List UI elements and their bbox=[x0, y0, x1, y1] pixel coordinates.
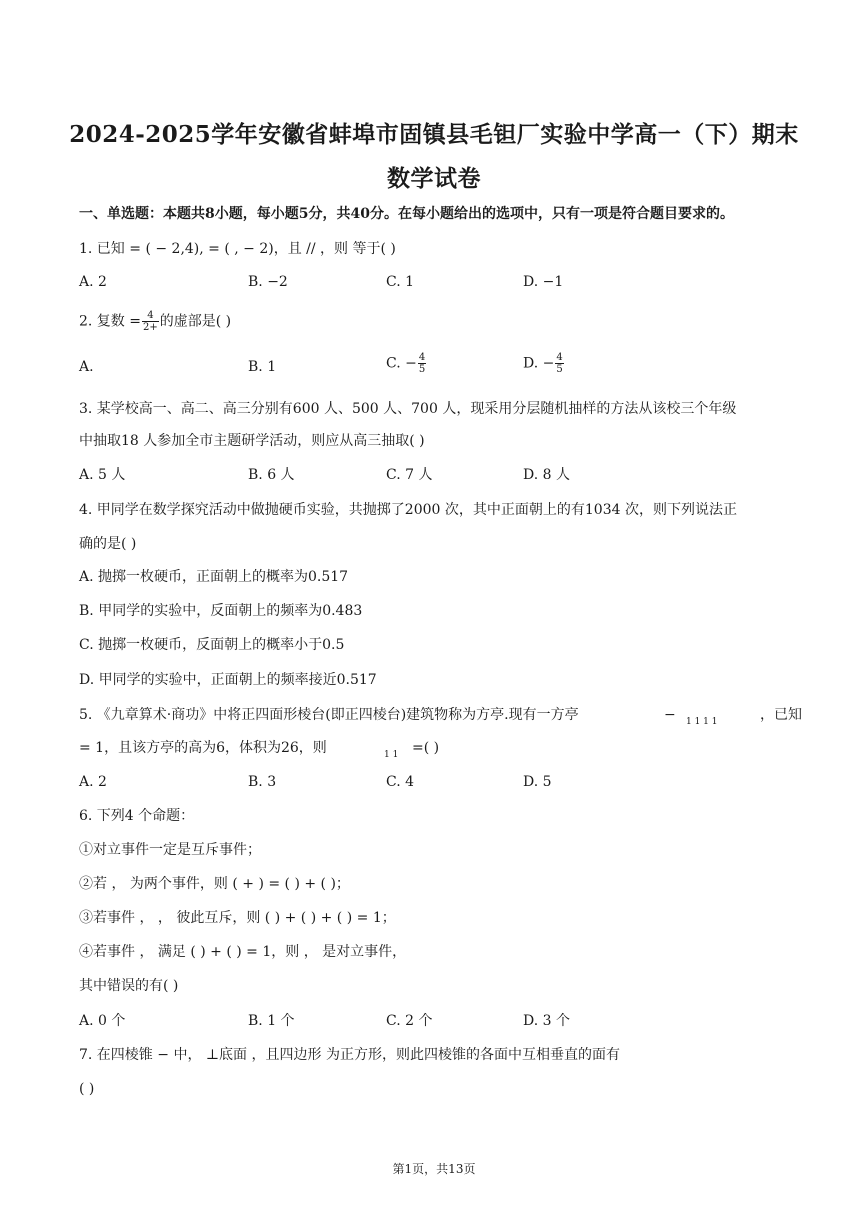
q4-option-d: D. 甲同学的实验中，正面朝上的频率接近0.517 bbox=[79, 672, 377, 688]
q3-option-a: A. 5 人 bbox=[79, 467, 126, 483]
q1-option-c: C. 1 bbox=[386, 274, 415, 290]
q2-option-d-den: 5 bbox=[556, 364, 563, 375]
q2-option-c-fraction bbox=[418, 352, 426, 375]
q2-option-d-num: 4 bbox=[556, 352, 563, 363]
q3-option-b: B. 6 人 bbox=[248, 467, 295, 483]
q2-frac-denominator: 2+ bbox=[143, 322, 158, 333]
q5-line2-subscripts: 1 1 bbox=[384, 750, 399, 760]
question-4-line2: 确的是( ) bbox=[79, 536, 137, 552]
exam-title-line2: 数学试卷 bbox=[387, 165, 481, 192]
q5-line2-end: =( ) bbox=[412, 740, 440, 756]
question-2 bbox=[79, 310, 231, 333]
q4-option-c: C. 抛掷一枚硬币，反面朝上的概率小于0.5 bbox=[79, 637, 345, 653]
q6-proposition-4: ④若事件 ， 满足 ( ) + ( ) = 1，则 ， 是对立事件， bbox=[79, 944, 407, 960]
question-7-line1: 7. 在四棱锥 − 中， ⊥底面 ，且四边形 为正方形，则此四棱锥的各面中互相垂直的面有 bbox=[79, 1047, 620, 1063]
q6-option-b: B. 1 个 bbox=[248, 1013, 295, 1029]
q6-option-c: C. 2 个 bbox=[386, 1013, 433, 1029]
q4-option-a: A. 抛掷一枚硬币，正面朝上的概率为0.517 bbox=[79, 569, 349, 585]
q2-option-b: B. 1 bbox=[248, 359, 277, 375]
question-4-line1: 4. 甲同学在数学探究活动中做抛硬币实验，共抛掷了2000 次，其中正面朝上的有1034 次，则下列说法正 bbox=[79, 502, 737, 518]
q6-option-d: D. 3 个 bbox=[523, 1013, 570, 1029]
exam-title-line1: 2024-2025学年安徽省蚌埠市固镇县毛钽厂实验中学高一（下）期末 bbox=[69, 121, 799, 148]
q5-option-d: D. 5 bbox=[523, 774, 552, 790]
q5-line1-dash: − bbox=[664, 707, 676, 723]
q2-option-c bbox=[386, 352, 427, 375]
q5-option-c: C. 4 bbox=[386, 774, 415, 790]
q3-option-c: C. 7 人 bbox=[386, 467, 433, 483]
q6-proposition-3: ③若事件 ， ， 彼此互斥，则 ( ) + ( ) + ( ) = 1； bbox=[79, 910, 396, 926]
question-7-line2: ( ) bbox=[79, 1081, 95, 1097]
q5-line1-end: ，已知 bbox=[760, 707, 802, 723]
q2-frac-numerator: 4 bbox=[142, 310, 159, 322]
question-5-line2: = 1，且该方亭的高为6，体积为26，则 bbox=[79, 740, 327, 756]
question-3-line2: 中抽取18 人参加全市主题研学活动，则应从高三抽取( ) bbox=[79, 433, 425, 449]
question-6: 6. 下列4 个命题： bbox=[79, 808, 195, 824]
q1-option-b: B. −2 bbox=[248, 274, 288, 290]
question-5-line1: 5. 《九章算术·商功》中将正四面形棱台(即正四棱台)建筑物称为方亭.现有一方亭 bbox=[79, 707, 579, 723]
q2-option-d-label: D. − bbox=[523, 355, 555, 372]
q2-option-c-den: 5 bbox=[418, 364, 426, 375]
q4-option-b: B. 甲同学的实验中，反面朝上的频率为0.483 bbox=[79, 603, 363, 619]
q6-ask: 其中错误的有( ) bbox=[79, 978, 179, 994]
q2-text-after: 的虚部是( ) bbox=[159, 313, 232, 330]
q2-option-d bbox=[523, 352, 565, 375]
q5-line1-subscripts: 1 1 1 1 bbox=[686, 717, 718, 727]
q5-option-b: B. 3 bbox=[248, 774, 277, 790]
q6-option-a: A. 0 个 bbox=[79, 1013, 126, 1029]
q2-option-a: A. bbox=[79, 359, 94, 375]
q1-option-a: A. 2 bbox=[79, 274, 107, 290]
q2-fraction bbox=[142, 310, 159, 333]
q6-proposition-1: ①对立事件一定是互斥事件； bbox=[79, 842, 261, 858]
q6-proposition-2: ②若 ， 为两个事件，则 ( + ) = ( ) + ( )； bbox=[79, 876, 350, 892]
question-3-line1: 3. 某学校高一、高二、高三分别有600 人、500 人、700 人，现采用分层随机抽样的方法从该校三个年级 bbox=[79, 401, 737, 417]
page-footer: 第1页，共13页 bbox=[392, 1162, 476, 1176]
q2-option-d-fraction bbox=[555, 352, 563, 375]
q2-option-c-num: 4 bbox=[418, 352, 426, 363]
section-heading: 一、单选题：本题共8小题，每小题5分，共40分。在每小题给出的选项中，只有一项是符合题目要求的。 bbox=[79, 206, 734, 222]
question-1: 1. 已知 = ( − 2,4), = ( , − 2)，且 // ，则 等于( ) bbox=[79, 241, 396, 257]
q2-option-c-label: C. − bbox=[386, 355, 417, 372]
q5-option-a: A. 2 bbox=[79, 774, 107, 790]
q3-option-d: D. 8 人 bbox=[523, 467, 570, 483]
q1-option-d: D. −1 bbox=[523, 274, 564, 290]
q2-text-before: 2. 复数 = bbox=[79, 313, 141, 330]
